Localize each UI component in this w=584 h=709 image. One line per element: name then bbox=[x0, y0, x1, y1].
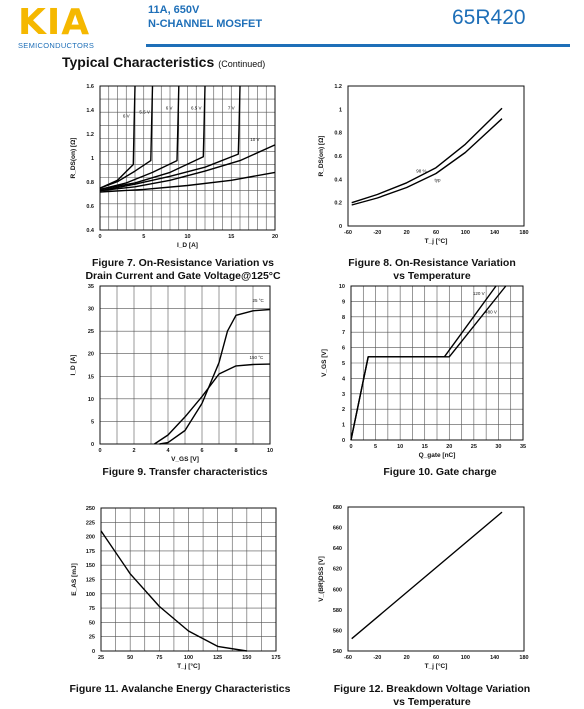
y-tick-label: 0 bbox=[341, 438, 345, 444]
y-tick-label: 5 bbox=[90, 419, 94, 426]
x-tick-label: 20 bbox=[403, 655, 410, 661]
x-tick-label: -20 bbox=[373, 655, 382, 661]
y-tick-label: 10 bbox=[338, 284, 345, 290]
caption-line: Figure 8. On-Resistance Variation bbox=[348, 257, 516, 269]
y-tick-label: 175 bbox=[85, 548, 95, 555]
figure-7-caption bbox=[58, 257, 308, 283]
y-tick-label: 0.4 bbox=[86, 228, 94, 234]
series-label: 120 V bbox=[472, 291, 485, 297]
x-tick-label: 100 bbox=[460, 230, 470, 236]
x-tick-label: 100 bbox=[183, 655, 194, 661]
x-axis-label: T_j [°C] bbox=[424, 663, 448, 670]
x-tick-label: 180 bbox=[519, 655, 529, 661]
x-tick-label: 100 bbox=[460, 655, 470, 661]
series-label: 150 °C bbox=[249, 355, 264, 361]
y-axis-label: I_D [A] bbox=[70, 354, 77, 376]
caption-line: vs Temperature bbox=[393, 270, 471, 282]
y-axis-label: R_DS(on) [Ω] bbox=[318, 135, 325, 177]
x-tick-label: 140 bbox=[490, 655, 500, 661]
caption-line: Figure 10. Gate charge bbox=[383, 466, 497, 478]
y-tick-label: 560 bbox=[332, 628, 342, 635]
y-tick-label: 200 bbox=[85, 534, 95, 541]
x-tick-label: 2 bbox=[132, 448, 136, 454]
figure-9-caption bbox=[70, 466, 300, 479]
x-tick-label: 180 bbox=[519, 230, 529, 236]
y-tick-label: 620 bbox=[332, 566, 342, 573]
y-tick-label: 680 bbox=[332, 505, 342, 511]
x-tick-label: 10 bbox=[184, 234, 191, 240]
y-tick-label: 7 bbox=[341, 330, 345, 337]
x-axis-label: T_j [°C] bbox=[424, 238, 448, 245]
x-tick-label: 125 bbox=[213, 655, 223, 661]
series-line bbox=[352, 119, 502, 205]
x-tick-label: 0 bbox=[98, 448, 102, 454]
figure-10-chart bbox=[321, 284, 527, 459]
x-tick-label: 175 bbox=[271, 655, 281, 661]
y-tick-label: 20 bbox=[87, 351, 94, 358]
y-tick-label: 1 bbox=[338, 107, 342, 114]
x-tick-label: 8 bbox=[234, 448, 238, 454]
header-divider bbox=[146, 44, 570, 47]
y-axis-label: E_AS [mJ] bbox=[71, 563, 78, 596]
x-tick-label: 35 bbox=[519, 444, 527, 450]
x-axis-label: V_GS [V] bbox=[171, 456, 199, 463]
y-tick-label: 1 bbox=[90, 156, 94, 162]
x-tick-label: 0 bbox=[349, 444, 353, 450]
y-tick-label: 15 bbox=[87, 374, 94, 381]
y-tick-label: 0.2 bbox=[334, 200, 342, 207]
y-axis-label: R_DS(on) [Ω] bbox=[70, 137, 77, 179]
x-tick-label: 6 bbox=[200, 448, 204, 454]
x-tick-label: 5 bbox=[374, 444, 378, 450]
y-tick-label: 0.8 bbox=[334, 130, 342, 137]
series-label: 98 % bbox=[416, 168, 427, 174]
y-tick-label: 2 bbox=[341, 407, 345, 414]
y-tick-label: 4 bbox=[341, 376, 345, 383]
x-tick-label: 60 bbox=[432, 655, 440, 661]
y-tick-label: 0.6 bbox=[334, 154, 342, 160]
x-tick-label: 150 bbox=[242, 655, 252, 661]
x-tick-label: 25 bbox=[470, 444, 477, 450]
y-tick-label: 9 bbox=[341, 299, 345, 306]
caption-line: Figure 9. Transfer characteristics bbox=[102, 466, 268, 478]
y-tick-label: 225 bbox=[85, 520, 95, 527]
x-tick-label: 10 bbox=[397, 444, 404, 450]
series-label: 6.5 V bbox=[190, 105, 202, 111]
figure-8-chart bbox=[318, 84, 529, 245]
figure-8-caption bbox=[312, 257, 552, 283]
caption-line: Figure 12. Breakdown Voltage Variation bbox=[333, 683, 531, 695]
x-tick-label: 25 bbox=[97, 655, 105, 661]
figure-10-caption bbox=[340, 466, 540, 479]
figure-12-chart bbox=[318, 505, 529, 670]
figure-11-caption bbox=[50, 683, 310, 696]
spec-rating: 11A, 650V bbox=[148, 4, 200, 16]
y-tick-label: 50 bbox=[88, 620, 95, 627]
y-tick-label: 10 bbox=[87, 396, 94, 403]
x-tick-label: 20 bbox=[403, 230, 410, 236]
y-tick-label: 0.8 bbox=[86, 180, 94, 186]
figure-7-chart bbox=[70, 84, 279, 249]
x-tick-label: 20 bbox=[446, 444, 453, 450]
figure-11-chart bbox=[71, 506, 281, 670]
x-tick-label: 0 bbox=[98, 234, 102, 240]
series-label: typ bbox=[434, 177, 441, 183]
x-axis-label: T_j [°C] bbox=[177, 663, 200, 670]
device-type: N-CHANNEL MOSFET bbox=[148, 18, 263, 30]
y-tick-label: 30 bbox=[87, 306, 94, 313]
x-tick-label: 75 bbox=[156, 655, 163, 661]
company-subtitle: SEMICONDUCTORS bbox=[18, 41, 95, 50]
y-tick-label: 75 bbox=[88, 606, 95, 613]
x-tick-label: 15 bbox=[421, 444, 428, 450]
figure-9-chart bbox=[70, 284, 274, 463]
x-tick-label: -20 bbox=[373, 230, 382, 236]
series-label: 5.5 V bbox=[139, 109, 150, 115]
y-tick-label: 0 bbox=[338, 224, 342, 230]
part-number: 65R420 bbox=[452, 6, 526, 29]
x-tick-label: 15 bbox=[228, 234, 235, 240]
y-axis-label: V_(BR)DSS [V] bbox=[318, 556, 325, 602]
caption-line: vs Temperature bbox=[393, 696, 471, 708]
series-label: 7 V bbox=[227, 105, 235, 111]
series-label: 6 V bbox=[122, 113, 130, 119]
caption-line: Figure 11. Avalanche Energy Characteristics bbox=[69, 683, 291, 695]
y-tick-label: 600 bbox=[332, 587, 342, 594]
y-tick-label: 0.6 bbox=[86, 204, 94, 210]
company-logo: KIA bbox=[18, 2, 91, 43]
x-tick-label: 30 bbox=[495, 444, 502, 450]
y-tick-label: 150 bbox=[85, 563, 95, 570]
x-tick-label: 50 bbox=[127, 655, 134, 661]
x-tick-label: 140 bbox=[490, 230, 500, 236]
y-tick-label: 25 bbox=[87, 329, 94, 336]
y-tick-label: 0.4 bbox=[334, 177, 342, 184]
y-tick-label: 35 bbox=[87, 284, 94, 290]
x-tick-label: -60 bbox=[344, 230, 352, 236]
y-tick-label: 125 bbox=[85, 577, 95, 584]
x-axis-label: I_D [A] bbox=[177, 242, 198, 249]
x-tick-label: 20 bbox=[271, 234, 279, 240]
y-tick-label: 100 bbox=[85, 591, 95, 598]
section-title bbox=[62, 54, 265, 70]
y-tick-label: 640 bbox=[332, 546, 342, 553]
series-line bbox=[352, 108, 502, 203]
x-tick-label: -60 bbox=[344, 655, 352, 661]
y-tick-label: 6 bbox=[341, 345, 345, 352]
y-axis-label: V_GS [V] bbox=[321, 349, 328, 377]
figure-12-caption bbox=[312, 683, 552, 709]
y-tick-label: 8 bbox=[341, 314, 345, 321]
y-tick-label: 540 bbox=[332, 649, 342, 655]
y-tick-label: 0 bbox=[90, 442, 94, 448]
caption-line: Figure 7. On-Resistance Variation vs bbox=[91, 257, 275, 269]
y-tick-label: 250 bbox=[85, 506, 95, 512]
plot-frame bbox=[348, 86, 524, 226]
x-axis-label: Q_gate [nC] bbox=[418, 452, 456, 459]
y-tick-label: 3 bbox=[341, 391, 345, 398]
y-tick-label: 1 bbox=[341, 422, 345, 429]
series-label: 25 °C bbox=[252, 297, 264, 303]
y-tick-label: 660 bbox=[332, 525, 342, 532]
section-title-text: Typical Characteristics bbox=[62, 54, 215, 70]
x-tick-label: 10 bbox=[266, 448, 274, 454]
y-tick-label: 580 bbox=[332, 607, 342, 614]
series-line bbox=[160, 310, 271, 445]
series-label: 6 V bbox=[165, 105, 173, 111]
caption-line: Drain Current and Gate Voltage@125°C bbox=[85, 270, 281, 282]
series-label: 480 V bbox=[485, 309, 497, 315]
section-continued: (Continued) bbox=[218, 59, 266, 69]
y-tick-label: 0 bbox=[91, 649, 95, 655]
y-tick-label: 1.2 bbox=[334, 84, 342, 90]
plot-frame bbox=[348, 507, 524, 651]
y-tick-label: 5 bbox=[341, 361, 345, 367]
x-tick-label: 4 bbox=[166, 448, 170, 454]
x-tick-label: 5 bbox=[142, 234, 146, 240]
y-tick-label: 25 bbox=[88, 634, 95, 641]
series-line bbox=[352, 512, 502, 639]
x-tick-label: 60 bbox=[432, 230, 440, 236]
y-tick-label: 1.6 bbox=[86, 84, 94, 90]
series-label: 10 V bbox=[250, 136, 260, 142]
y-tick-label: 1.4 bbox=[86, 108, 94, 114]
y-tick-label: 1.2 bbox=[86, 132, 94, 138]
